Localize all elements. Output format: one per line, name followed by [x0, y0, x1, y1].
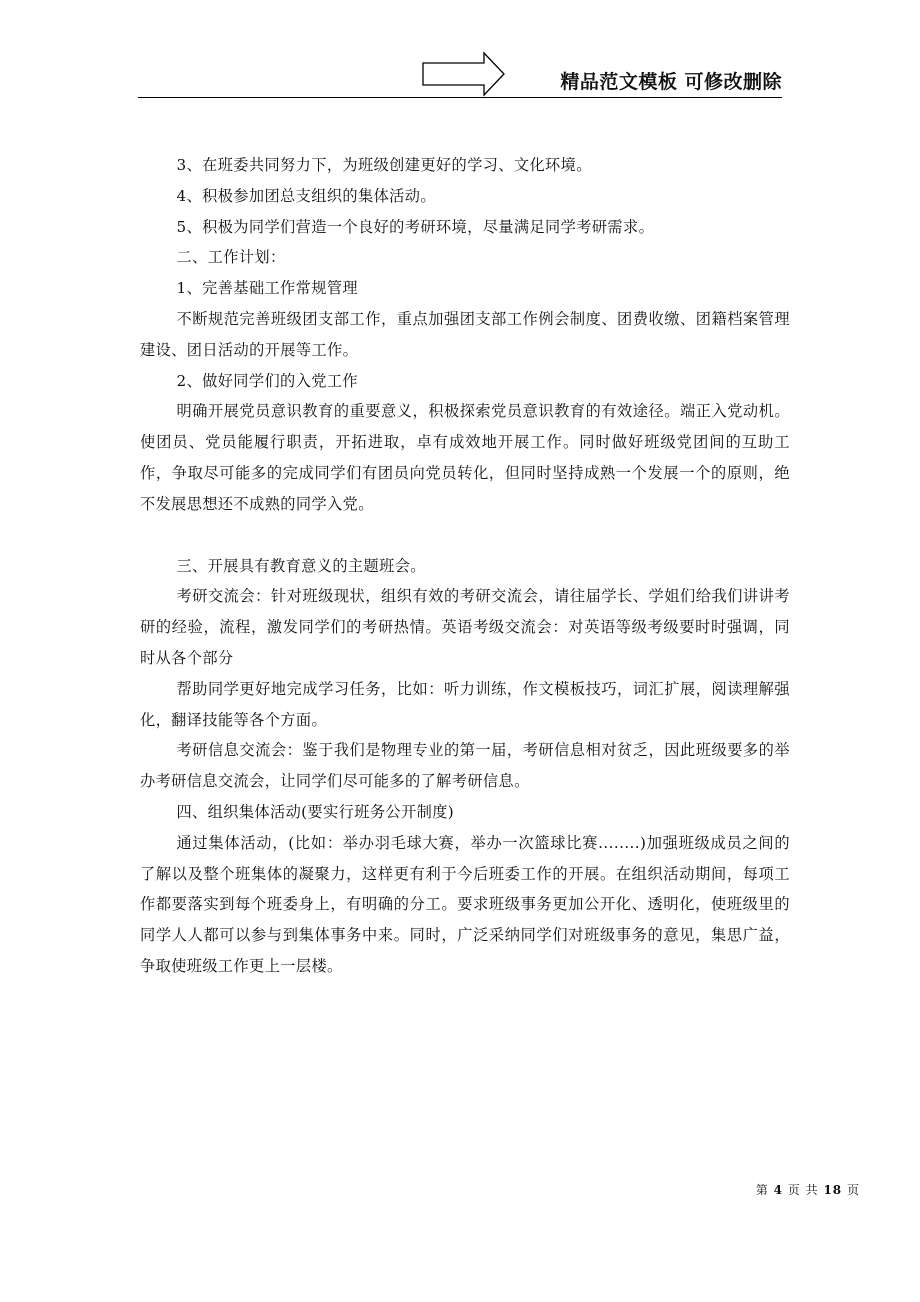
page-number-footer	[756, 1181, 860, 1198]
section-heading: 四、组织集体活动(要实行班务公开制度)	[176, 802, 455, 821]
paragraph: 通过集体活动，(比如：举办羽毛球大赛，举办一次篮球比赛........)加强班级成员之间的了解以及整个班集体的凝聚力，这样更有利于今后班委工作的开展。在组织活动期间，每项工作都要落实到每个班委身上，有明确的分工。要求班级事务更加公开化、透明化，使班级里的同学人人都可以参与到集体事务中来。同时，广泛采纳同学们对班级事务的意见，集思广益，争取使班级工作更上一层楼。	[140, 833, 790, 975]
footer-suffix: 页	[846, 1183, 860, 1197]
blank-line	[140, 520, 790, 551]
paragraph: 帮助同学更好地完成学习任务，比如：听力训练，作文模板技巧，词汇扩展，阅读理解强化，翻译技能等各个方面。	[140, 679, 790, 729]
current-page: 4	[773, 1183, 783, 1197]
paragraph: 考研交流会：针对班级现状，组织有效的考研交流会，请往届学长、学姐们给我们讲讲考研的经验，流程，激发同学们的考研热情。英语考级交流会：对英语等级考级要时时强调，同时从各个部分	[140, 587, 790, 667]
document-body	[140, 150, 790, 982]
subsection-heading: 1、完善基础工作常规管理	[176, 279, 358, 298]
total-pages: 18	[823, 1183, 843, 1197]
header-rule	[138, 97, 782, 98]
paragraph: 3、在班委共同努力下，为班级创建更好的学习、文化环境。	[176, 156, 592, 174]
section-heading: 三、开展具有教育意义的主题班会。	[176, 556, 426, 575]
footer-prefix: 第	[755, 1183, 769, 1197]
paragraph: 5、积极为同学们营造一个良好的考研环境，尽量满足同学考研需求。	[176, 217, 655, 236]
paragraph: 明确开展党员意识教育的重要意义，积极探索党员意识教育的有效途径。端正入党动机。使团员、党员能履行职责，开拓进取，卓有成效地开展工作。同时做好班级党团间的互助工作，争取尽可能多的完成同学们有团员向党员转化，但同时坚持成熟一个发展一个的原则，绝不发展思想还不成熟的同学入党。	[140, 402, 790, 513]
section-heading: 二、工作计划：	[176, 248, 286, 267]
right-arrow-outline-icon	[422, 50, 506, 98]
paragraph: 不断规范完善班级团支部工作，重点加强团支部工作例会制度、团费收缴、团籍档案管理建设、团日活动的开展等工作。	[140, 309, 790, 359]
footer-middle: 页 共	[787, 1183, 819, 1197]
paragraph: 4、积极参加团总支组织的集体活动。	[176, 186, 436, 205]
subsection-heading: 2、做好同学们的入党工作	[176, 371, 358, 390]
paragraph: 考研信息交流会：鉴于我们是物理专业的第一届，考研信息相对贫乏，因此班级要多的举办考研信息交流会，让同学们尽可能多的了解考研信息。	[140, 741, 790, 791]
page-header	[138, 50, 782, 98]
header-title: 精品范文模板 可修改删除	[560, 71, 782, 93]
